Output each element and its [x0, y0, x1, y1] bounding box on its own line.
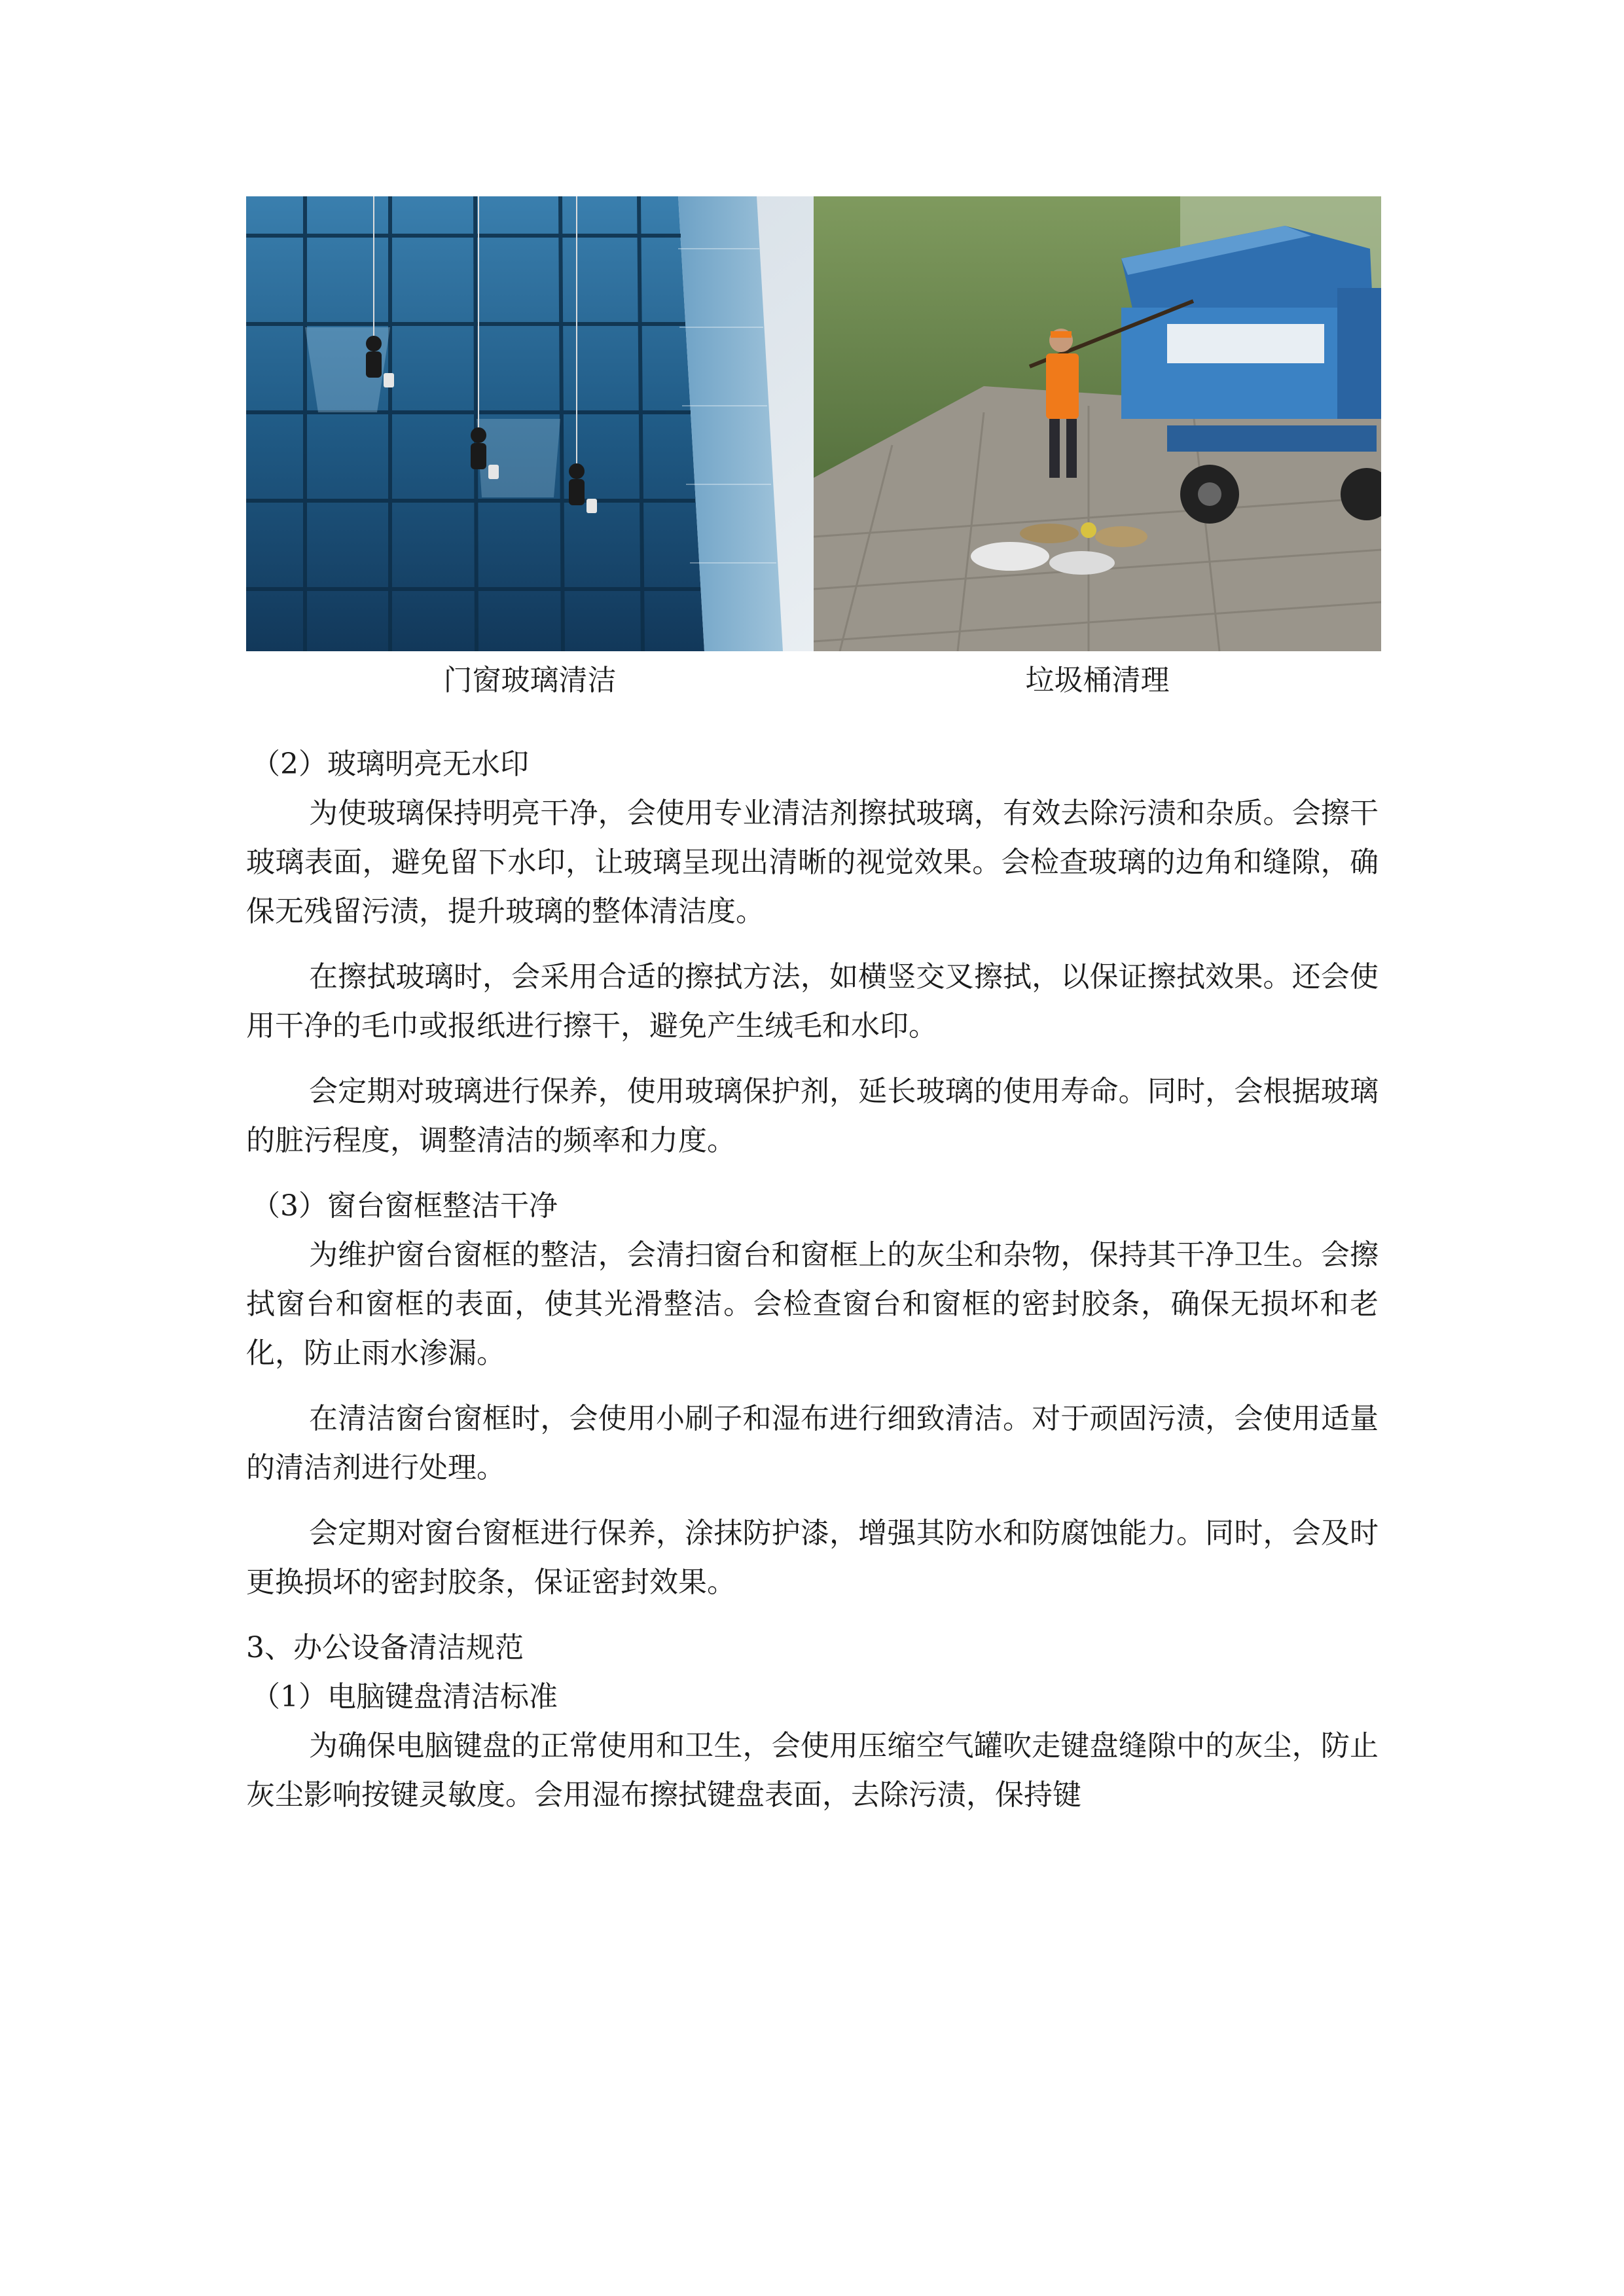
figure-window-cleaning — [246, 196, 814, 651]
paragraph: 为使玻璃保持明亮干净，会使用专业清洁剂擦拭玻璃，有效去除污渍和杂质。会擦干玻璃表面，避免留下水印，让玻璃呈现出清晰的视觉效果。会检查玻璃的边角和缝隙，确保无残留污渍，提升玻璃的整体清洁度。 — [246, 797, 1379, 928]
figure-caption-garbage-cleanup: 垃圾桶清理 — [1025, 664, 1170, 697]
paragraph: 会定期对窗台窗框进行保养，涂抹防护漆，增强其防水和防腐蚀能力。同时，会及时更换损坏的密封胶条，保证密封效果。 — [246, 1516, 1379, 1599]
paragraph: 在清洁窗台窗框时，会使用小刷子和湿布进行细致清洁。对于顽固污渍，会使用适量的清洁剂进行处理。 — [246, 1402, 1379, 1484]
garbage-truck-sanitation-photo — [814, 196, 1381, 651]
paragraph: 为确保电脑键盘的正常使用和卫生，会使用压缩空气罐吹走键盘缝隙中的灰尘，防止灰尘影响按键灵敏度。会用湿布擦拭键盘表面，去除污渍，保持键 — [246, 1729, 1379, 1812]
section-title-office-equipment: 3、办公设备清洁规范 — [246, 1631, 524, 1664]
figure-caption-window-cleaning: 门窗玻璃清洁 — [443, 664, 617, 697]
figure-garbage-cleanup — [814, 196, 1381, 651]
document-body — [246, 740, 1379, 1836]
section-heading-glass: （2）玻璃明亮无水印 — [251, 747, 529, 781]
paragraph: 会定期对玻璃进行保养，使用玻璃保护剂，延长玻璃的使用寿命。同时，会根据玻璃的脏污程度，调整清洁的频率和力度。 — [246, 1075, 1379, 1157]
section-heading-window-sill: （3）窗台窗框整洁干净 — [251, 1189, 558, 1223]
glass-building-cleaning-photo — [246, 196, 814, 651]
section-heading-keyboard: （1）电脑键盘清洁标准 — [251, 1680, 558, 1713]
paragraph: 在擦拭玻璃时，会采用合适的擦拭方法，如横竖交叉擦拭，以保证擦拭效果。还会使用干净的毛巾或报纸进行擦干，避免产生绒毛和水印。 — [246, 960, 1379, 1043]
paragraph: 为维护窗台窗框的整洁，会清扫窗台和窗框上的灰尘和杂物，保持其干净卫生。会擦拭窗台和窗框的表面，使其光滑整洁。会检查窗台和窗框的密封胶条，确保无损坏和老化，防止雨水渗漏。 — [246, 1238, 1379, 1370]
